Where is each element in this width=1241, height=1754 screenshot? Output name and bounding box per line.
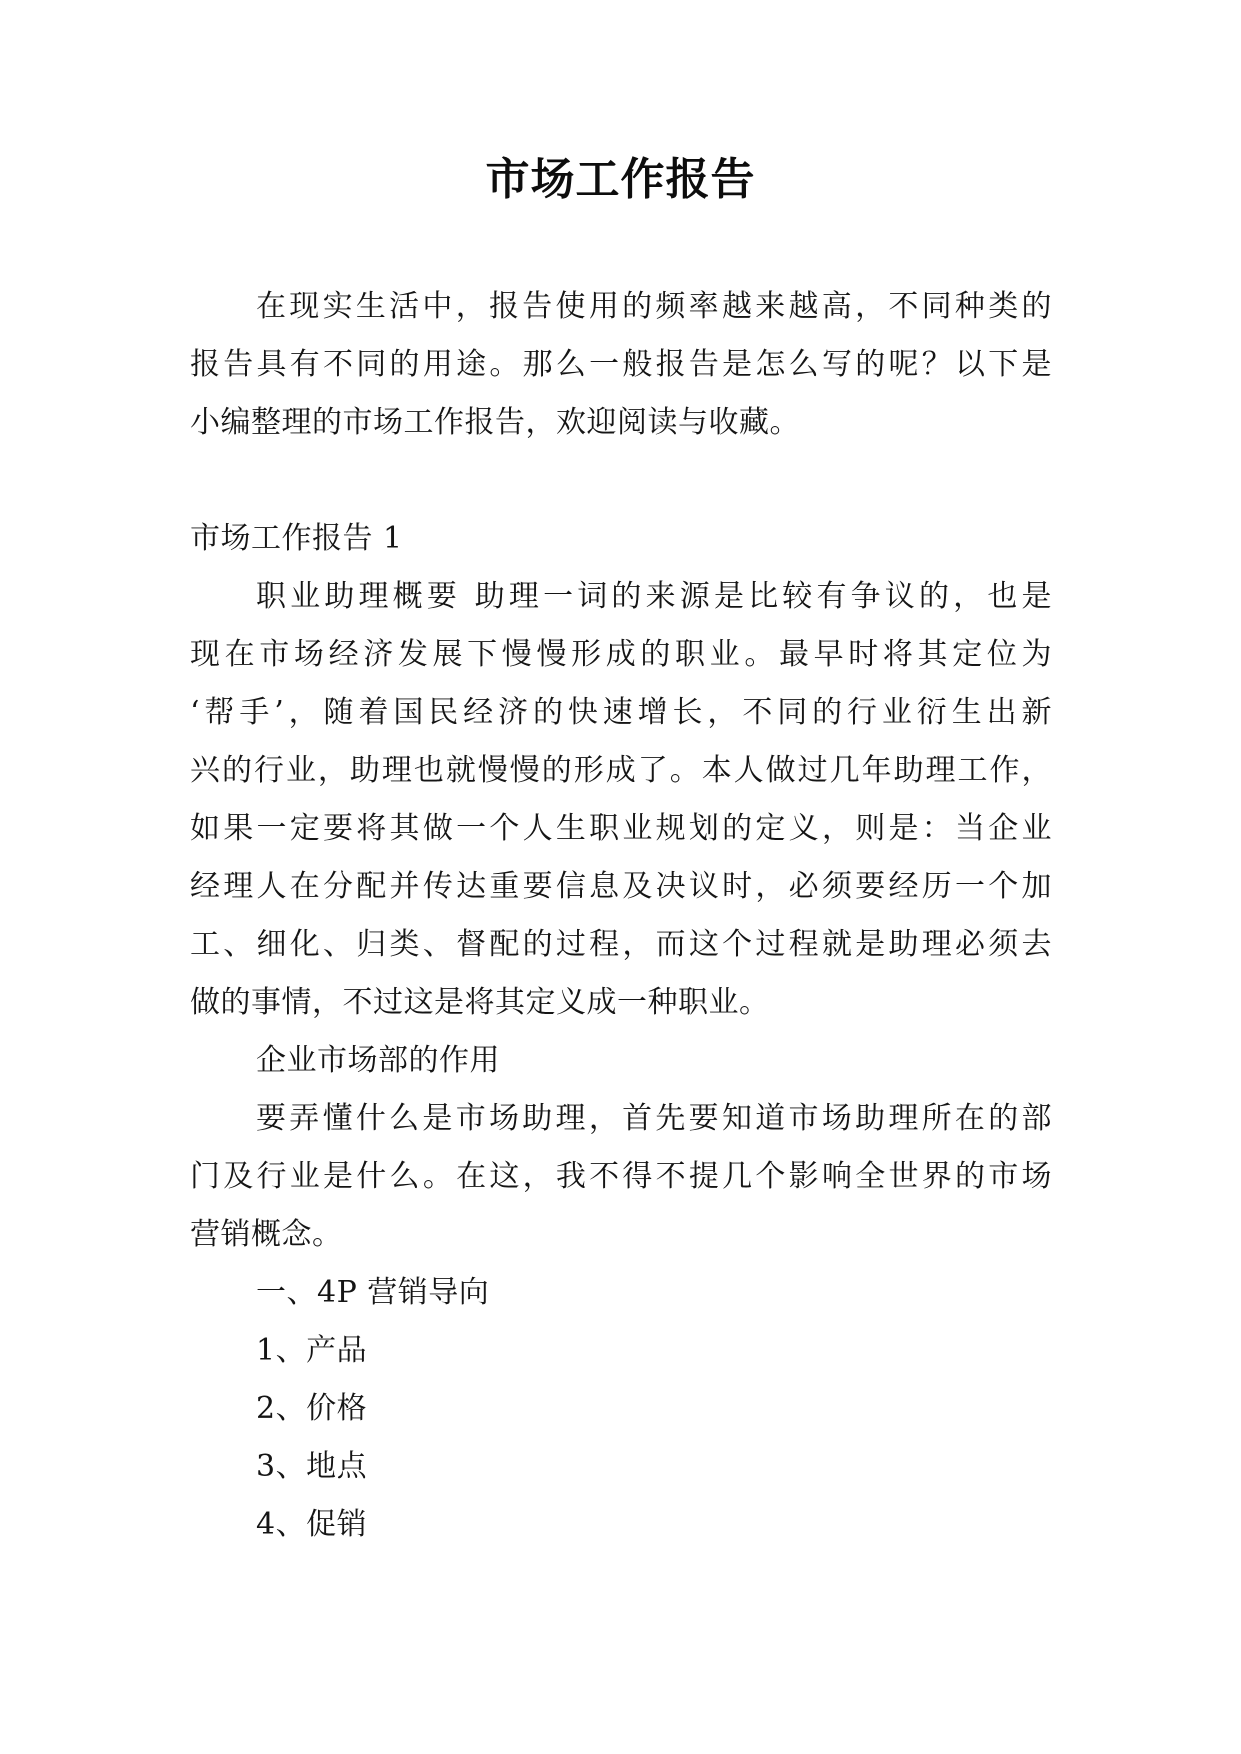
- subheading: 企业市场部的作用: [256, 1043, 500, 1078]
- paragraph1-line-1: 职业助理概要 助理一词的来源是比较有争议的，也是: [256, 579, 1052, 614]
- paragraph1-line-4: 兴的行业，助理也就慢慢的形成了。本人做过几年助理工作，: [190, 753, 1052, 788]
- paragraph1-line-8: 做的事情，不过这是将其定义成一种职业。: [190, 985, 770, 1020]
- paragraph1-line-2: 现在市场经济发展下慢慢形成的职业。最早时将其定位为: [190, 637, 1052, 672]
- paragraph2-line-1: 要弄懂什么是市场助理，首先要知道市场助理所在的部: [256, 1101, 1052, 1136]
- section-heading: 市场工作报告 1: [190, 521, 403, 556]
- paragraph2-line-3: 营销概念。: [190, 1217, 343, 1252]
- intro-line-2: 报告具有不同的用途。那么一般报告是怎么写的呢？以下是: [190, 347, 1052, 382]
- paragraph1-line-7: 工、细化、归类、督配的过程，而这个过程就是助理必须去: [190, 927, 1052, 962]
- list-heading: 一、4P 营销导向: [256, 1275, 490, 1310]
- list-item: 4、促销: [256, 1507, 368, 1542]
- intro-line-3: 小编整理的市场工作报告，欢迎阅读与收藏。: [190, 405, 800, 440]
- paragraph2-line-2: 门及行业是什么。在这，我不得不提几个影响全世界的市场: [190, 1159, 1052, 1194]
- paragraph1-line-6: 经理人在分配并传达重要信息及决议时，必须要经历一个加: [190, 869, 1052, 904]
- paragraph1-line-5: 如果一定要将其做一个人生职业规划的定义，则是：当企业: [190, 811, 1052, 846]
- list-item: 3、地点: [256, 1449, 368, 1484]
- list-item: 2、价格: [256, 1391, 368, 1426]
- list-item: 1、产品: [256, 1333, 368, 1368]
- document-title: 市场工作报告: [485, 154, 756, 205]
- intro-line-1: 在现实生活中，报告使用的频率越来越高，不同种类的: [256, 289, 1052, 324]
- paragraph1-line-3: ‘帮手’，随着国民经济的快速增长，不同的行业衍生出新: [190, 695, 1052, 730]
